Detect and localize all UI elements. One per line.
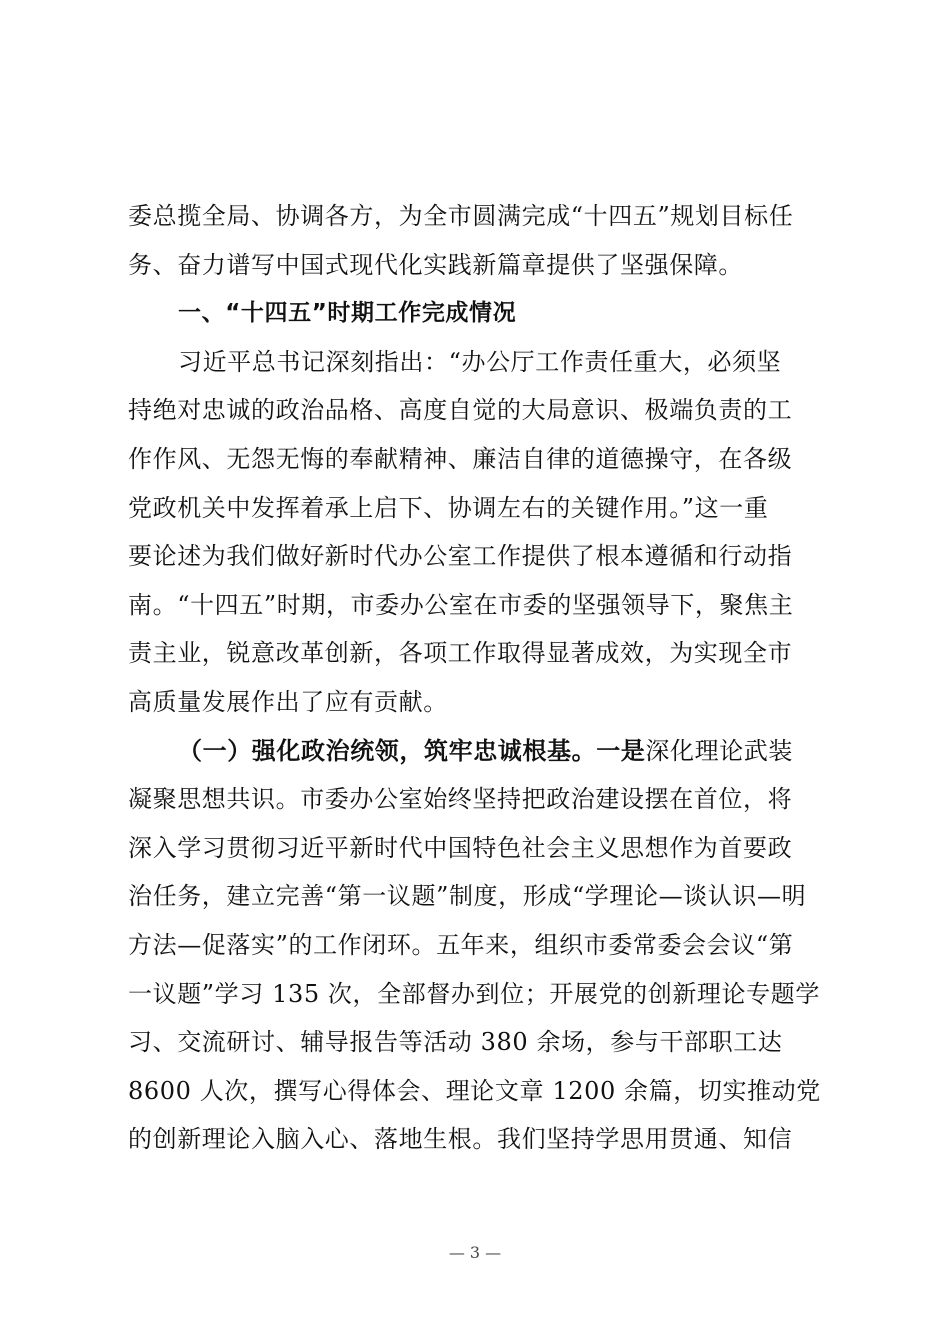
lead-rest-text: 深化理论武装 bbox=[645, 736, 794, 765]
page-number: — 3 — bbox=[448, 1243, 502, 1262]
text-line: 作作风、无怨无悔的奉献精神、廉洁自律的道德操守，在各级 bbox=[128, 444, 793, 473]
text-line: 一议题”学习 135 次，全部督办到位；开展党的创新理论专题学 bbox=[128, 979, 820, 1008]
text-line: 方法—促落实”的工作闭环。五年来，组织市委常委会会议“第 bbox=[128, 930, 794, 959]
text-line: 党政机关中发挥着承上启下、协调左右的关键作用。”这一重 bbox=[128, 493, 769, 522]
section-heading: 一、“十四五”时期工作完成情况 bbox=[178, 300, 517, 327]
bold-lead-text: （一）强化政治统领，筑牢忠诚根基。一是 bbox=[178, 735, 646, 765]
text-line: 高质量发展作出了应有贡献。 bbox=[128, 687, 448, 716]
text-line: 深入学习贯彻习近平新时代中国特色社会主义思想作为首要政 bbox=[128, 833, 793, 862]
text-line: 务、奋力谱写中国式现代化实践新篇章提供了坚强保障。 bbox=[128, 250, 743, 279]
text-line: 责主业，锐意改革创新，各项工作取得显著成效，为实现全市 bbox=[128, 639, 793, 668]
text-line: 持绝对忠诚的政治品格、高度自觉的大局意识、极端负责的工 bbox=[128, 396, 793, 425]
text-line: 南。“十四五”时期，市委办公室在市委的坚强领导下，聚焦主 bbox=[128, 590, 794, 619]
paragraph-lead-line bbox=[128, 727, 828, 776]
text-line: 8600 人次，撰写心得体会、理论文章 1200 余篇，切实推动党 bbox=[128, 1076, 821, 1105]
document-body bbox=[128, 192, 828, 1164]
text-line: 委总揽全局、协调各方，为全市圆满完成“十四五”规划目标任 bbox=[128, 202, 794, 230]
text-line: 习、交流研讨、辅导报告等活动 380 余场，参与干部职工达 bbox=[128, 1028, 783, 1057]
text-line: 习近平总书记深刻指出：“办公厅工作责任重大，必须坚 bbox=[178, 347, 782, 376]
text-line: 治任务，建立完善“第一议题”制度，形成“学理论—谈认识—明 bbox=[128, 882, 807, 911]
text-line: 凝聚思想共识。市委办公室始终坚持把政治建设摆在首位，将 bbox=[128, 785, 793, 814]
text-line: 的创新理论入脑入心、落地生根。我们坚持学思用贯通、知信 bbox=[128, 1125, 793, 1154]
text-line: 要论述为我们做好新时代办公室工作提供了根本遵循和行动指 bbox=[128, 542, 793, 571]
